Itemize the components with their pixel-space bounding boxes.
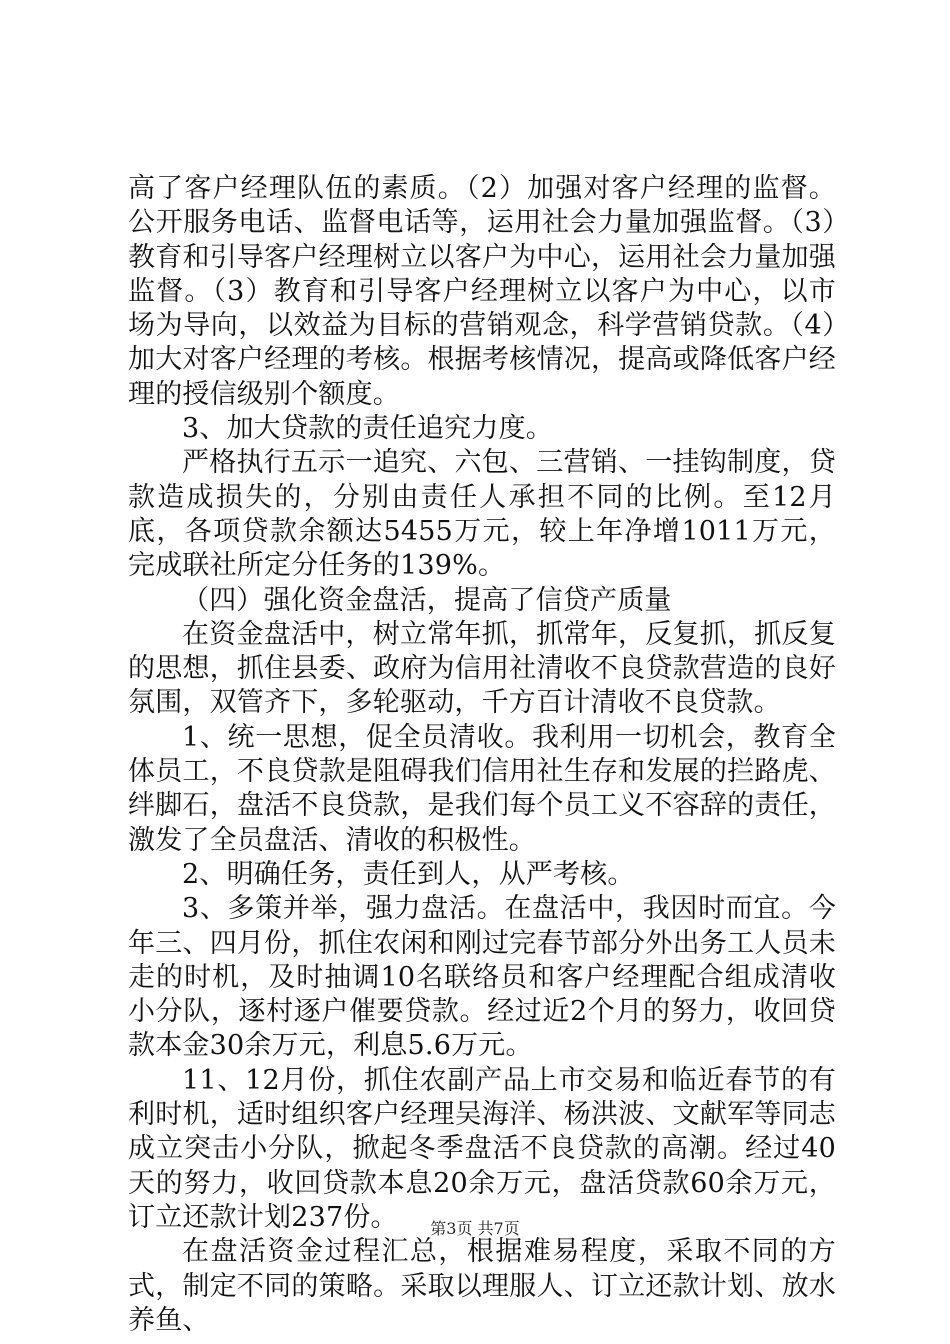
paragraph-1: 高了客户经理队伍的素质。（2）加强对客户经理的监督。公开服务电话、监督电话等，运用社会力量加强监督。（3）教育和引导客户经理树立以客户为中心，运用社会力量加强监督。（3）教育和引导客户经理树立以客户为中心，以市场为导向，以效益为目标的营销观念，科学营销贷款。（4）加大对客户经理的考核。根据考核情况，提高或降低客户经理的授信级别个额度。 <box>128 173 836 410</box>
paragraph-3: 严格执行五示一追究、六包、三营销、一挂钩制度，贷款造成损失的，分别由责任人承担不同的比例。至12月底，各项贷款余额达5455万元，较上年净增1011万元，完成联社所定分任务的139%。 <box>128 447 836 582</box>
document-body <box>128 172 836 1338</box>
paragraph-8: 3、多策并举，强力盘活。在盘活中，我因时而宜。今年三、四月份，抓住农闲和刚过完春节部分外出务工人员未走的时机，及时抽调10名联络员和客户经理配合组成清收小分队，逐村逐户催要贷款。经过近2个月的努力，收回贷款本金30余万元，利息5.6万元。 <box>128 893 836 1062</box>
paragraph-7: 2、明确任务，责任到人，从严考核。 <box>182 858 635 890</box>
paragraph-4: （四）强化资金盘活，提高了信贷产质量 <box>182 584 672 616</box>
paragraph-6: 1、统一思想，促全员清收。我利用一切机会，教育全体员工，不良贷款是阻碍我们信用社生存和发展的拦路虎、绊脚石，盘活不良贷款，是我们每个员工义不容辞的责任，激发了全员盘活、清收的积极性。 <box>128 721 836 856</box>
paragraph-10: 在盘活资金过程汇总，根据难易程度，采取不同的方式，制定不同的策略。采取以理服人、订立还款计划、放水养鱼、 <box>128 1236 836 1336</box>
paragraph-9: 11、12月份，抓住农副产品上市交易和临近春节的有利时机，适时组织客户经理吴海洋、杨洪波、文献军等同志成立突击小分队，掀起冬季盘活不良贷款的高潮。经过40天的努力，收回贷款本息20余万元，盘活贷款60余万元，订立还款计划237份。 <box>128 1064 836 1233</box>
paragraph-5: 在资金盘活中，树立常年抓，抓常年，反复抓，抓反复的思想，抓住县委、政府为信用社清收不良贷款营造的良好氛围，双管齐下，多轮驱动，千方百计清收不良贷款。 <box>128 618 836 719</box>
page-number-footer: 第3页 共7页 <box>430 1219 520 1238</box>
paragraph-2: 3、加大贷款的责任追究力度。 <box>182 413 553 445</box>
